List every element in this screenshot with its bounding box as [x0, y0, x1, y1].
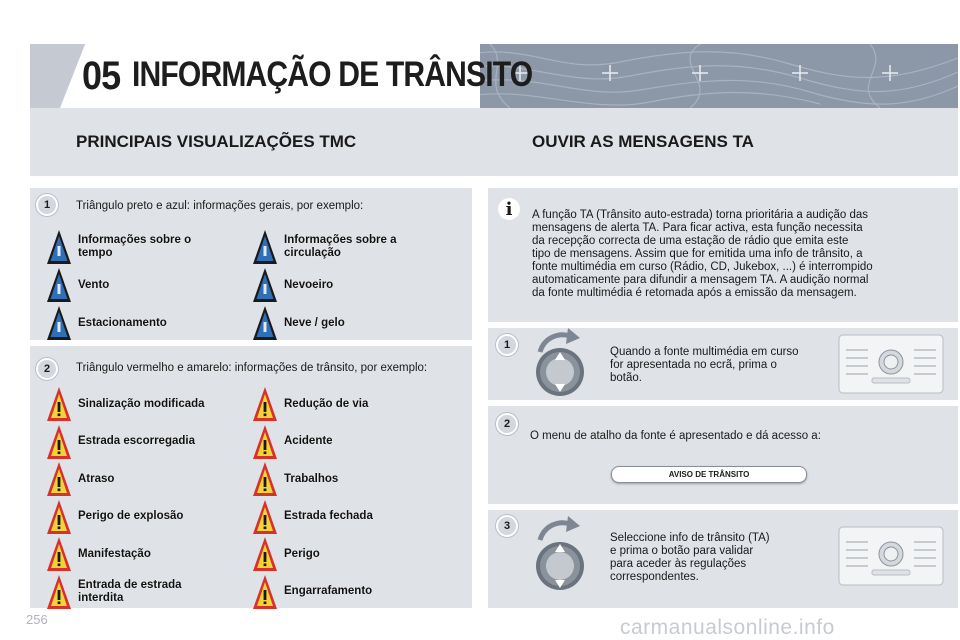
text-line: para aceder às regulações	[610, 558, 747, 570]
sign-item	[46, 535, 214, 573]
text-line: A função TA (Trânsito auto-estrada) torna prioritária a audição das	[532, 209, 869, 221]
sign-item	[252, 304, 414, 342]
sign-item	[252, 460, 420, 498]
info-icon: i	[498, 198, 520, 220]
text-line: Quando a fonte multimédia em curso	[610, 346, 799, 358]
rotary-knob-turn-icon	[530, 514, 590, 596]
ta-info-text	[532, 209, 873, 300]
danger-sign-icon	[252, 535, 278, 573]
sign-label: Neve / gelo	[284, 316, 345, 329]
sign-label: Vento	[78, 278, 110, 291]
no-entry-road-sign-icon	[46, 573, 72, 611]
sign-label: Perigo	[284, 547, 320, 560]
page-number: 256	[26, 612, 48, 627]
sign-item	[46, 573, 214, 611]
signal-changed-sign-icon	[46, 385, 72, 423]
sign-label: Manifestação	[78, 547, 151, 560]
group1-intro: Triângulo preto e azul: informações gerais, por exemplo:	[76, 200, 364, 212]
text-line: mensagens de alerta TA. Para ficar activa, esta função necessita	[532, 222, 863, 234]
text-line: botão.	[610, 372, 642, 384]
text-line: automaticamente para difundir a mensagem TA. A audição normal	[532, 274, 869, 286]
step2-panel	[488, 406, 958, 504]
sign-item	[252, 228, 414, 266]
sign-label: Engarrafamento	[284, 585, 373, 597]
snow-ice-sign-icon	[252, 304, 278, 342]
text-line: tipo de mensagens. Assim que for emitida uma info de trânsito, a	[532, 248, 863, 260]
sign-label: Estrada escorregadia	[78, 435, 195, 447]
step1-text	[610, 346, 799, 385]
left-section-title: PRINCIPAIS VISUALIZAÇÕES TMC	[76, 132, 357, 151]
right-section-title: OUVIR AS MENSAGENS TA	[532, 132, 754, 151]
sign-label: Perigo de explosão	[78, 510, 184, 522]
group2-intro: Triângulo vermelho e amarelo: informações de trânsito, por exemplo:	[76, 362, 428, 374]
header-topographic-banner	[470, 44, 958, 108]
roadworks-sign-icon	[252, 460, 278, 498]
sign-item	[46, 266, 208, 304]
traffic-info-sign-icon	[252, 228, 278, 266]
sign-label: Informações sobre a circulação	[284, 234, 397, 259]
sign-label: Trabalhos	[284, 472, 339, 485]
sign-item	[46, 228, 208, 266]
sign-item	[46, 498, 214, 536]
sign-label: Entrada de estrada interdita	[78, 578, 182, 604]
sign-item	[46, 304, 208, 342]
watermark: carmanualsonline.info	[620, 616, 835, 639]
sign-label: Informações sobre o tempo	[78, 234, 192, 259]
road-closed-sign-icon	[252, 498, 278, 536]
radio-panel-illustration	[838, 334, 944, 394]
demonstration-sign-icon	[46, 535, 72, 573]
text-line: da fonte multimédia é retomada após a emissão da mensagem.	[532, 287, 857, 299]
wind-sign-icon	[46, 266, 72, 304]
text-line: Seleccione info de trânsito (TA)	[610, 532, 770, 544]
traffic-warning-menu-button[interactable]: AVISO DE TRÂNSITO	[611, 466, 807, 483]
step3-text	[610, 532, 770, 584]
slippery-road-sign-icon	[46, 423, 72, 461]
radio-panel-illustration	[838, 526, 944, 586]
sign-item	[46, 423, 214, 461]
step2-text: O menu de atalho da fonte é apresentado e dá acesso a:	[530, 430, 821, 442]
step1-number-badge: 1	[496, 334, 518, 356]
sign-label: Sinalização modificada	[78, 397, 205, 410]
sign-label: Nevoeiro	[284, 278, 334, 291]
step2-number-badge: 2	[496, 413, 518, 435]
explosion-danger-sign-icon	[46, 498, 72, 536]
sign-label: Acidente	[284, 435, 333, 447]
sign-label: Redução de via	[284, 397, 369, 410]
fog-sign-icon	[252, 266, 278, 304]
sign-item	[252, 385, 420, 423]
text-line: da recepção correcta de uma estação de rádio que emita este	[532, 235, 849, 247]
sign-item	[46, 460, 214, 498]
step3-number-badge: 3	[496, 515, 518, 537]
sign-item	[46, 385, 214, 423]
group2-number-badge: 2	[36, 358, 58, 380]
sign-item	[252, 423, 420, 461]
sign-item	[252, 573, 420, 611]
sign-label: Estrada fechada	[284, 510, 373, 522]
parking-sign-icon	[46, 304, 72, 342]
group1-number-badge: 1	[36, 194, 58, 216]
sign-item	[252, 266, 414, 304]
chapter-title: INFORMAÇÃO DE TRÂNSITO	[132, 55, 533, 94]
text-line: e prima o botão para validar	[610, 545, 754, 557]
traffic-jam-sign-icon	[252, 573, 278, 611]
lane-reduction-sign-icon	[252, 385, 278, 423]
sign-item	[252, 498, 420, 536]
text-line: fonte multimédia em curso (Rádio, CD, Jukebox, ...) é interrompido	[532, 261, 873, 273]
sign-label: Atraso	[78, 472, 115, 485]
text-line: correspondentes.	[610, 571, 699, 583]
rotary-knob-press-icon	[530, 326, 590, 402]
sign-label: Estacionamento	[78, 316, 167, 329]
weather-info-sign-icon	[46, 228, 72, 266]
accident-sign-icon	[252, 423, 278, 461]
delay-sign-icon	[46, 460, 72, 498]
chapter-number: 05	[82, 54, 121, 98]
text-line: for apresentada no ecrã, prima o	[610, 359, 777, 371]
sign-item	[252, 535, 420, 573]
